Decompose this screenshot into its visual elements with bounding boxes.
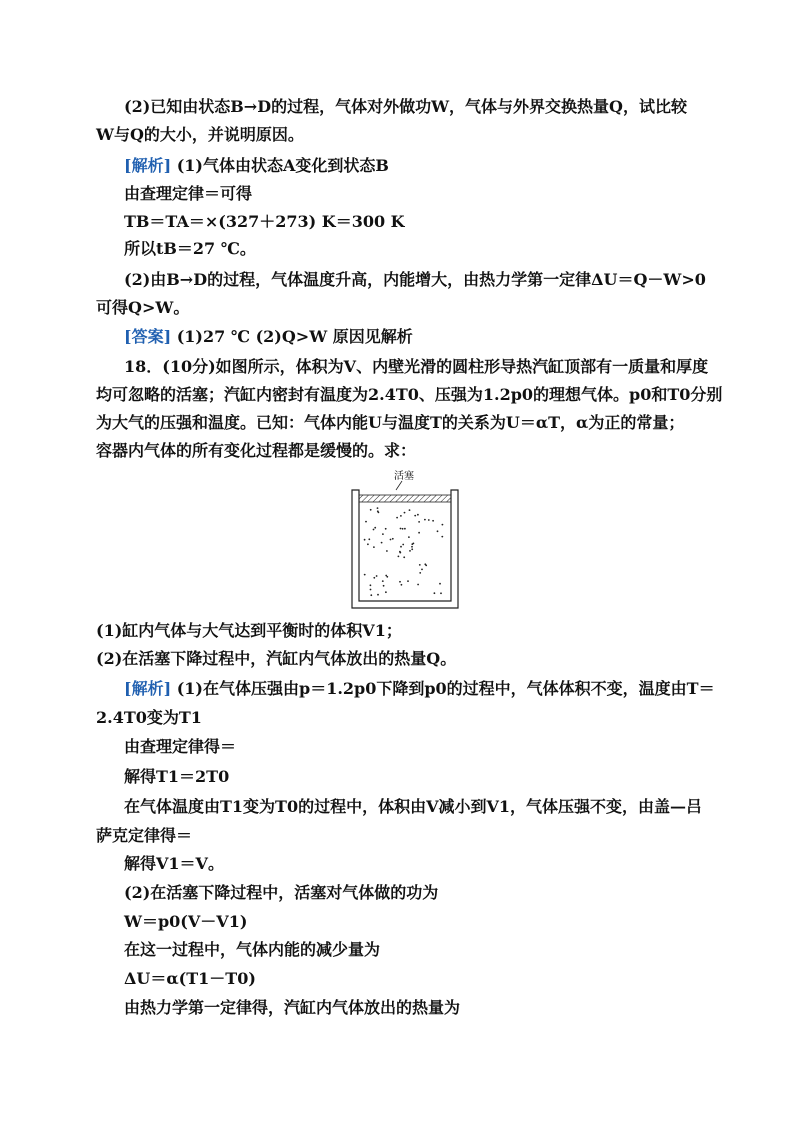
gas-particle — [373, 529, 375, 531]
gas-particle — [364, 574, 366, 576]
text-line: W与Q的大小，并说明原因。 — [96, 125, 304, 144]
text-line: 为大气的压强和温度。已知：气体内能U与温度T的关系为U＝αT，α为正的常量； — [96, 413, 685, 432]
gas-particle — [417, 514, 419, 516]
text-line: 由热力学第一定律得，汽缸内气体放出的热量为 — [124, 998, 461, 1017]
gas-particle — [370, 594, 372, 596]
gas-particle — [399, 581, 401, 583]
gas-particle — [411, 546, 413, 548]
gas-particle — [409, 550, 411, 552]
gas-particle — [396, 517, 398, 519]
gas-particle — [382, 533, 384, 535]
gas-particle — [370, 584, 372, 586]
gas-particle — [402, 544, 404, 546]
gas-particle — [442, 524, 444, 526]
gas-particle — [424, 519, 426, 521]
text-line: 均可忽略的活塞；汽缸内密封有温度为2.4T0、压强为1.2p0的理想气体。p0和T0分别 — [96, 385, 723, 404]
gas-particle — [368, 538, 370, 540]
gas-particle — [377, 594, 379, 596]
gas-particle — [418, 521, 420, 523]
gas-particle — [383, 585, 385, 587]
gas-particle — [370, 509, 372, 511]
gas-particle — [377, 510, 379, 512]
gas-particle — [407, 580, 409, 582]
cylinder-wall — [352, 490, 458, 608]
gas-particle — [374, 527, 376, 529]
text-line: 解得V1＝V。 — [124, 854, 224, 873]
gas-particles — [364, 507, 444, 596]
text-line: W＝p0(V－V1) — [124, 912, 248, 931]
gas-particle — [400, 546, 402, 548]
text-line: 容器内气体的所有变化过程都是缓慢的。求： — [96, 441, 417, 460]
text-line: [解析] (1)在气体压强由p＝1.2p0下降到p0的过程中，气体体积不变，温度由T＝ — [124, 679, 715, 698]
gas-particle — [403, 556, 405, 558]
text-line: (2)在活塞下降过程中，活塞对气体做的功为 — [124, 883, 439, 902]
gas-particle — [385, 591, 387, 593]
text-line: 所以tB＝27 ℃。 — [124, 239, 256, 258]
text-line: (2)由B→D的过程，气体温度升高，内能增大，由热力学第一定律ΔU＝Q－W>0 — [124, 270, 706, 289]
gas-particle — [419, 572, 421, 574]
gas-particle — [377, 507, 379, 509]
gas-particle — [370, 589, 372, 591]
gas-particle — [414, 515, 416, 517]
text-line: (1)缸内气体与大气达到平衡时的体积V1； — [96, 621, 402, 640]
gas-particle — [419, 564, 421, 566]
gas-particle — [373, 577, 375, 579]
text-line: 2.4T0变为T1 — [96, 708, 202, 727]
gas-particle — [399, 551, 401, 553]
cylinder-figure — [350, 468, 460, 610]
gas-particle — [434, 592, 436, 594]
text-line: 在这一过程中，气体内能的减少量为 — [124, 940, 381, 959]
text-line: ΔU＝α(T1－T0) — [124, 969, 256, 988]
text-line: 可得Q>W。 — [96, 298, 190, 317]
text-line: 在气体温度由T1变为T0的过程中，体积由V减小到V1，气体压强不变，由盖—吕 — [124, 797, 703, 816]
gas-particle — [413, 543, 415, 545]
piston — [359, 495, 451, 502]
piston-label: 活塞 — [394, 471, 414, 482]
text-line: (2)已知由状态B→D的过程，气体对外做功W，气体与外界交换热量Q，试比较 — [124, 97, 687, 116]
gas-particle — [373, 546, 375, 548]
gas-particle — [401, 584, 403, 586]
gas-particle — [402, 528, 404, 530]
gas-particle — [421, 569, 423, 571]
text-line: 萨克定律得＝ — [96, 826, 193, 845]
gas-particle — [432, 520, 434, 522]
gas-particle — [437, 530, 439, 532]
gas-particle — [400, 515, 402, 517]
gas-particle — [367, 543, 369, 545]
gas-particle — [386, 550, 388, 552]
gas-particle — [424, 563, 426, 565]
text-line: TB＝TA＝×(327＋273) K＝300 K — [124, 212, 405, 231]
text-line: [答案] (1)27 ℃ (2)Q>W 原因见解析 — [124, 327, 413, 346]
gas-particle — [439, 583, 441, 585]
gas-particle — [408, 536, 410, 538]
gas-particle — [418, 532, 420, 534]
gas-particle — [390, 539, 392, 541]
text-line: [解析] (1)气体由状态A变化到状态B — [124, 156, 389, 175]
gas-particle — [365, 521, 367, 523]
gas-particle — [392, 538, 394, 540]
gas-particle — [441, 536, 443, 538]
text-line: (2)在活塞下降过程中，汽缸内气体放出的热量Q。 — [96, 649, 457, 668]
label-leader — [396, 481, 402, 490]
gas-particle — [385, 575, 387, 577]
text-line: 由查理定律＝可得 — [124, 184, 253, 203]
gas-particle — [364, 539, 366, 541]
text-line: 解得T1＝2T0 — [124, 767, 230, 786]
gas-particle — [411, 548, 413, 550]
gas-particle — [376, 575, 378, 577]
gas-particle — [400, 528, 402, 530]
gas-particle — [417, 584, 419, 586]
gas-particle — [404, 512, 406, 514]
gas-particle — [409, 509, 411, 511]
text-line: 由查理定律得＝ — [124, 737, 237, 756]
gas-particle — [385, 528, 387, 530]
gas-particle — [440, 592, 442, 594]
gas-particle — [398, 556, 400, 558]
gas-particle — [428, 519, 430, 521]
gas-particle — [381, 542, 383, 544]
gas-particle — [404, 528, 406, 530]
gas-particle — [382, 580, 384, 582]
text-line: 18．(10分)如图所示，体积为V、内壁光滑的圆柱形导热汽缸顶部有一质量和厚度 — [124, 357, 709, 376]
